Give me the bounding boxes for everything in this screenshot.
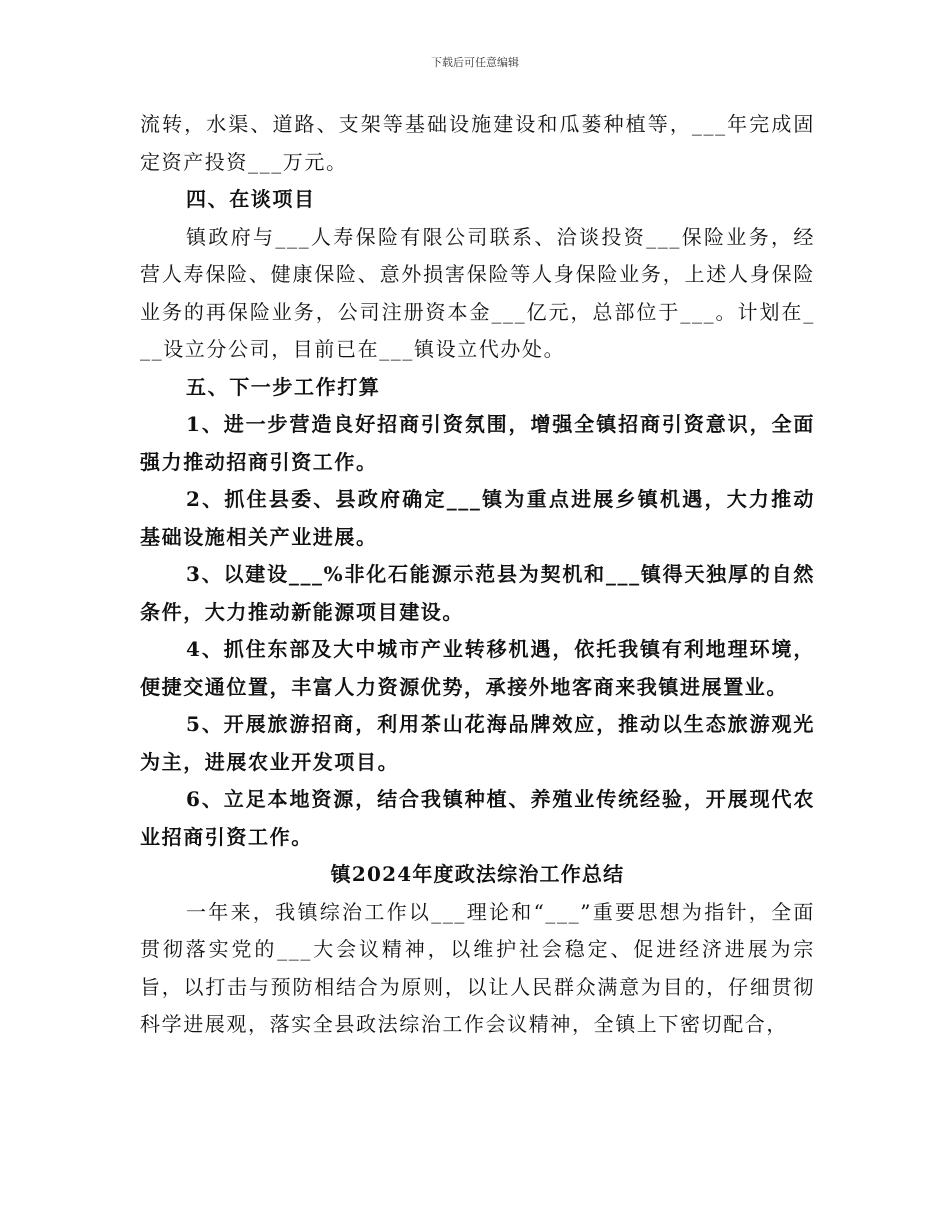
paragraph-summary: 一年来，我镇综治工作以___理论和“___”重要思想为指针，全面贯彻落实党的___大会议精神，以维护社会稳定、促进经济进展为宗旨，以打击与预防相结合为原则，以让人民群众满意为目的，仔细贯彻科学进展观，落实全县政法综治工作会议精神，全镇上下密切配合， xyxy=(140,899,815,1036)
section-heading-next-steps: 五、下一步工作打算 xyxy=(186,374,381,399)
page-header: 下载后可任意编辑 xyxy=(431,56,519,69)
section-heading-negotiation: 四、在谈项目 xyxy=(186,187,316,211)
list-item: 3、以建设___%非化石能源示范县为契机和___镇得天独厚的自然条件，大力推动新能源项目建设。 xyxy=(140,562,815,624)
paragraph-insurance: 镇政府与___人寿保险有限公司联系、洽谈投资___保险业务，经营人寿保险、健康保险、意外损害保险等人身保险业务，上述人身保险业务的再保险业务，公司注册资本金___亿元，总部位于___。计划在___设立分公司，目前已在___镇设立代办处。 xyxy=(140,224,815,361)
paragraph-investment: 流转，水渠、道路、支架等基础设施建设和瓜蒌种植等，___年完成固定资产投资___万元。 xyxy=(140,112,815,174)
list-item: 4、抓住东部及大中城市产业转移机遇，依托我镇有利地理环境，便捷交通位置，丰富人力资源优势，承接外地客商来我镇进展置业。 xyxy=(140,637,815,699)
list-item: 5、开展旅游招商，利用茶山花海品牌效应，推动以生态旅游观光为主，进展农业开发项目。 xyxy=(140,712,815,774)
document-title: 镇2024年度政法综治工作总结 xyxy=(330,862,625,886)
list-item: 6、立足本地资源，结合我镇种植、养殖业传统经验，开展现代农业招商引资工作。 xyxy=(140,787,815,849)
document-body xyxy=(140,106,815,1044)
list-item: 2、抓住县委、县政府确定___镇为重点进展乡镇机遇，大力推动基础设施相关产业进展。 xyxy=(140,487,815,549)
list-item: 1、进一步营造良好招商引资氛围，增强全镇招商引资意识，全面强力推动招商引资工作。 xyxy=(140,412,815,474)
